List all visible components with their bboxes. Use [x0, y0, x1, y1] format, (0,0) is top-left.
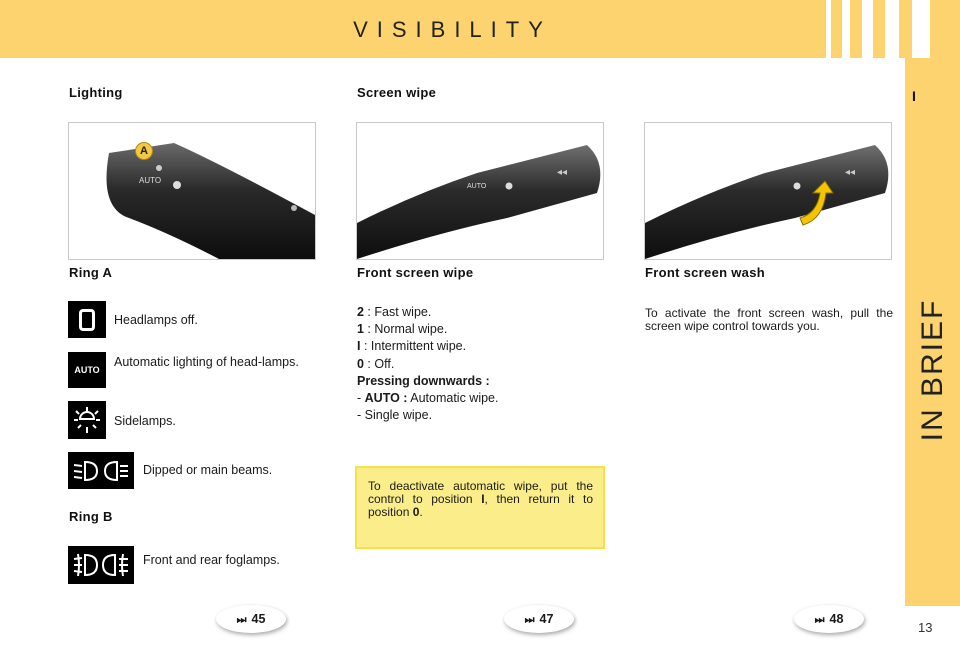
page-ref-45[interactable]: ⏭ 45 [216, 605, 286, 633]
stalk-shape [357, 145, 600, 259]
sidelamps-icon [68, 401, 106, 439]
page-number: 13 [918, 620, 933, 635]
setting-text: : Intermittent wipe. [360, 339, 467, 354]
note-text: . [419, 505, 423, 519]
page-ref-label: 45 [251, 612, 266, 626]
page-ref-48[interactable]: ⏭ 48 [794, 605, 864, 633]
stalk-marking [506, 183, 513, 190]
deactivate-auto-note [355, 466, 605, 549]
chapter-number: I [912, 88, 916, 104]
option-text: Automatic wipe. [407, 391, 499, 406]
wiper-stalk-photo [356, 122, 604, 260]
washer-stalk-photo [644, 122, 892, 260]
stalk-marking [173, 181, 181, 189]
setting-text: : Normal wipe. [363, 322, 448, 337]
auto-icon-label: AUTO [74, 365, 100, 375]
chapter-title: IN BRIEF [916, 298, 949, 442]
header-bar [0, 0, 960, 58]
sidelamps-text: Sidelamps. [114, 414, 176, 428]
note-position: 0 [412, 505, 420, 519]
option-prefix: - [357, 391, 365, 406]
front-wash-text: To activate the front screen wash, pull the screen wipe control towards you. [645, 306, 893, 333]
note-text: To deactivate automatic wipe, put the control to position [368, 479, 593, 506]
list-item [357, 338, 597, 355]
option-prefix: - [357, 408, 365, 423]
screen-wipe-heading: Screen wipe [357, 85, 437, 100]
list-item [357, 407, 597, 424]
list-item [357, 304, 597, 321]
option-text: Single wipe. [364, 408, 433, 423]
setting-key: I [357, 339, 361, 354]
stalk-marking [291, 205, 297, 211]
page-ref-47[interactable]: ⏭ 47 [504, 605, 574, 633]
setting-text: : Fast wipe. [363, 305, 432, 319]
auto-lighting-text: Automatic lighting of head-lamps. [114, 355, 299, 369]
lighting-heading: Lighting [69, 85, 123, 100]
foglamps-text: Front and rear foglamps. [143, 553, 280, 567]
stalk-marking: ◂◂ [557, 167, 568, 178]
stalk-marking: AUTO [467, 183, 487, 190]
ring-b-heading: Ring B [69, 509, 113, 524]
stalk-marking [156, 165, 162, 171]
note-position: I [481, 492, 485, 506]
stalk-marking: AUTO [139, 176, 162, 185]
front-wipe-heading: Front screen wipe [357, 265, 474, 280]
page-title: VISIBILITY [353, 17, 552, 42]
option-key: AUTO : [364, 391, 408, 406]
wipe-settings-list [357, 304, 597, 424]
list-item [357, 356, 597, 373]
list-item [357, 390, 597, 407]
stalk-marking [794, 183, 801, 190]
foglamps-icon [68, 546, 134, 584]
callout-a: A [135, 142, 153, 160]
stalk-shape [107, 143, 316, 259]
setting-text: : Off. [363, 356, 395, 371]
dipped-main-beams-icon [68, 452, 134, 489]
ring-a-heading: Ring A [69, 265, 113, 280]
auto-lighting-icon [68, 352, 106, 388]
headlamps-off-icon [68, 301, 106, 338]
list-item [357, 321, 597, 338]
stalk-shape [645, 145, 888, 259]
stalk-marking: ◂◂ [845, 167, 856, 178]
setting-key: 0 [357, 356, 364, 371]
lighting-stalk-photo [68, 122, 316, 260]
page-ref-label: 47 [539, 612, 554, 626]
pressing-label: Pressing downwards : [357, 373, 490, 388]
header-stripe [912, 0, 930, 58]
page-ref-label: 48 [829, 612, 844, 626]
note-text: , then return it to position [368, 492, 593, 519]
front-wash-heading: Front screen wash [645, 265, 765, 280]
setting-key: 2 [357, 305, 364, 319]
setting-key: 1 [357, 322, 364, 337]
headlamps-off-text: Headlamps off. [114, 313, 198, 327]
dipped-main-text: Dipped or main beams. [143, 463, 273, 477]
